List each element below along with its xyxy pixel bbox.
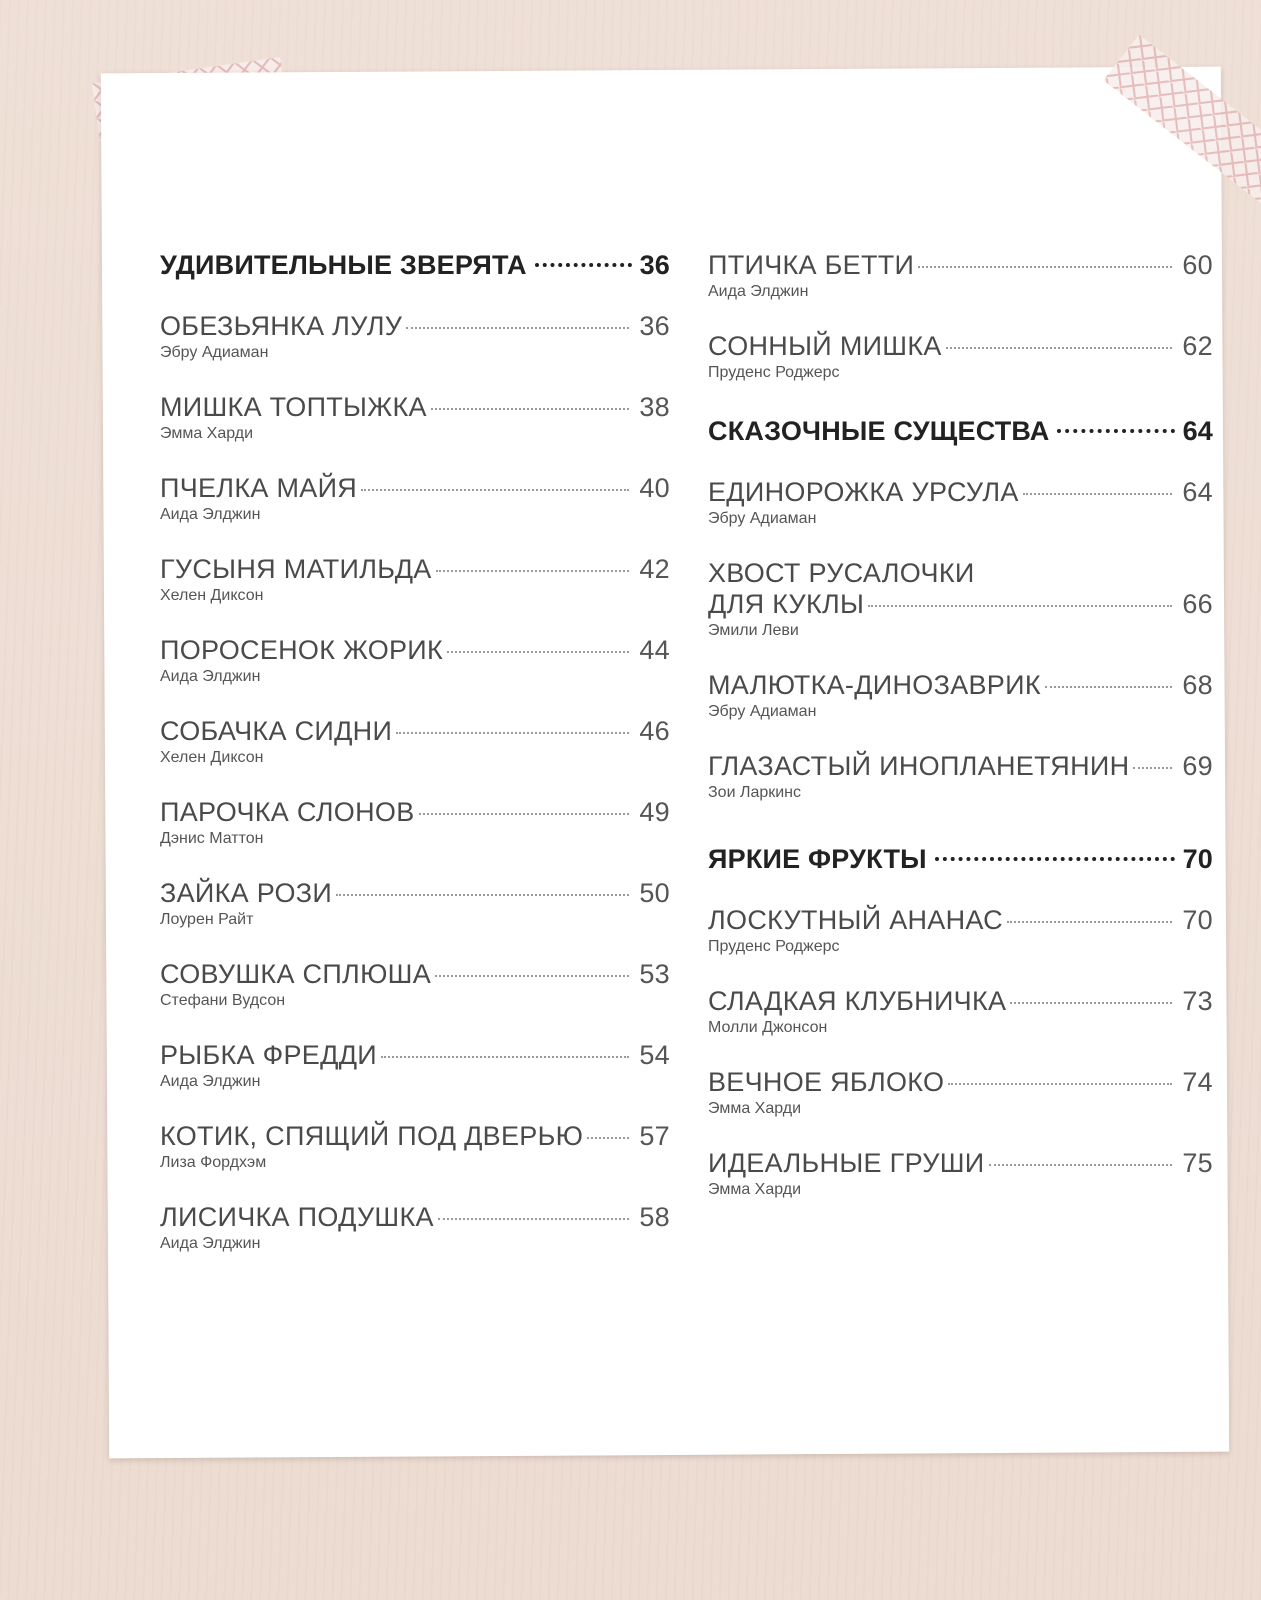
- entry-page-number: 58: [639, 1202, 670, 1232]
- entry-title: ГЛАЗАСТЫЙ ИНОПЛАНЕТЯНИН: [708, 751, 1130, 781]
- entry-title: ПОРОСЕНОК ЖОРИК: [160, 635, 444, 665]
- leader-dots: [336, 894, 629, 896]
- section-page-number: 64: [1182, 416, 1213, 446]
- entry-title: ПАРОЧКА СЛОНОВ: [160, 797, 415, 827]
- entry-page-number: 64: [1182, 477, 1213, 507]
- leader-dots: [1133, 767, 1172, 769]
- leader-dots: [1023, 493, 1173, 495]
- entry-title-line2: ДЛЯ КУКЛЫ: [708, 589, 865, 619]
- toc-entry[interactable]: [160, 635, 670, 686]
- contents-column-right: [708, 250, 1213, 1199]
- toc-entry[interactable]: [160, 1040, 670, 1091]
- section-page-number: 70: [1182, 844, 1213, 874]
- entry-author: Эбру Адиаман: [708, 703, 817, 720]
- entry-title: МАЛЮТКА-ДИНОЗАВРИК: [708, 670, 1041, 700]
- leader-dots: [406, 327, 629, 329]
- contents-column-left: [160, 250, 670, 1253]
- entry-title: СЛАДКАЯ КЛУБНИЧКА: [708, 986, 1007, 1016]
- section-page-number: 36: [639, 250, 670, 280]
- entry-title: КОТИК, СПЯЩИЙ ПОД ДВЕРЬЮ: [160, 1121, 584, 1151]
- entry-title: ПЧЕЛКА МАЙЯ: [160, 473, 358, 503]
- entry-page-number: 40: [639, 473, 670, 503]
- entry-page-number: 73: [1182, 986, 1213, 1016]
- entry-page-number: 62: [1182, 331, 1213, 361]
- entry-author: Пруденс Роджерс: [708, 364, 840, 381]
- entry-page-number: 74: [1182, 1067, 1213, 1097]
- leader-dots: [587, 1137, 629, 1139]
- leader-dots: [1057, 429, 1174, 433]
- leader-dots: [946, 347, 1173, 349]
- entry-title: ИДЕАЛЬНЫЕ ГРУШИ: [708, 1148, 985, 1178]
- entry-author: Хелен Диксон: [160, 587, 264, 604]
- toc-entry[interactable]: [708, 670, 1213, 721]
- entry-page-number: 44: [639, 635, 670, 665]
- leader-dots: [1007, 921, 1172, 923]
- leader-dots: [431, 408, 630, 410]
- leader-dots: [989, 1164, 1173, 1166]
- entry-title-line1: ХВОСТ РУСАЛОЧКИ: [708, 558, 975, 588]
- section-heading[interactable]: [160, 250, 670, 281]
- toc-entry[interactable]: [160, 311, 670, 362]
- leader-dots: [948, 1083, 1172, 1085]
- toc-entry[interactable]: [160, 1202, 670, 1253]
- entry-page-number: 75: [1182, 1148, 1213, 1178]
- toc-entry[interactable]: [708, 331, 1213, 382]
- entry-author: Аида Элджин: [160, 668, 261, 685]
- toc-entry[interactable]: [160, 797, 670, 848]
- leader-dots: [396, 732, 629, 734]
- toc-entry[interactable]: [160, 959, 670, 1010]
- entry-author: Эбру Адиаман: [708, 510, 817, 527]
- leader-dots: [436, 570, 630, 572]
- entry-title: СОВУШКА СПЛЮША: [160, 959, 432, 989]
- leader-dots: [918, 266, 1172, 268]
- toc-entry[interactable]: [708, 558, 1213, 640]
- toc-entry[interactable]: [708, 905, 1213, 956]
- toc-entry[interactable]: [160, 1121, 670, 1172]
- entry-title: ОБЕЗЬЯНКА ЛУЛУ: [160, 311, 403, 341]
- entry-title: ПТИЧКА БЕТТИ: [708, 250, 915, 280]
- toc-entry[interactable]: [160, 716, 670, 767]
- section-heading[interactable]: [708, 844, 1213, 875]
- entry-page-number: 50: [639, 878, 670, 908]
- leader-dots: [1010, 1002, 1172, 1004]
- entry-title: ЛОСКУТНЫЙ АНАНАС: [708, 905, 1003, 935]
- entry-title: ЕДИНОРОЖКА УРСУЛА: [708, 477, 1019, 507]
- entry-page-number: 42: [639, 554, 670, 584]
- entry-title: СОБАЧКА СИДНИ: [160, 716, 393, 746]
- entry-title: ЗАЙКА РОЗИ: [160, 878, 333, 908]
- entry-author: Эмма Харди: [160, 425, 254, 442]
- section-title: СКАЗОЧНЫЕ СУЩЕСТВА: [708, 416, 1050, 446]
- entry-title: ГУСЫНЯ МАТИЛЬДА: [160, 554, 432, 584]
- entry-author: Молли Джонсон: [708, 1019, 828, 1036]
- entry-title: РЫБКА ФРЕДДИ: [160, 1040, 377, 1070]
- leader-dots: [447, 651, 629, 653]
- entry-title: МИШКА ТОПТЫЖКА: [160, 392, 427, 422]
- toc-entry[interactable]: [160, 392, 670, 443]
- entry-author: Эбру Адиаман: [160, 344, 269, 361]
- entry-author: Эмили Леви: [708, 622, 799, 639]
- entry-page-number: 49: [639, 797, 670, 827]
- toc-entry[interactable]: [708, 250, 1213, 301]
- toc-entry[interactable]: [160, 554, 670, 605]
- toc-entry[interactable]: [708, 986, 1213, 1037]
- entry-author: Аида Элджин: [160, 1235, 261, 1252]
- entry-page-number: 70: [1182, 905, 1213, 935]
- entry-page-number: 36: [639, 311, 670, 341]
- leader-dots: [935, 857, 1175, 861]
- entry-page-number: 66: [1182, 589, 1213, 619]
- entry-author: Хелен Диксон: [160, 749, 264, 766]
- entry-title: ВЕЧНОЕ ЯБЛОКО: [708, 1067, 945, 1097]
- leader-dots: [1045, 686, 1173, 688]
- section-title: ЯРКИЕ ФРУКТЫ: [708, 844, 927, 874]
- leader-dots: [381, 1056, 629, 1058]
- entry-title: СОННЫЙ МИШКА: [708, 331, 942, 361]
- toc-entry[interactable]: [160, 878, 670, 929]
- entry-page-number: 53: [639, 959, 670, 989]
- toc-entry[interactable]: [708, 1148, 1213, 1199]
- entry-page-number: 46: [639, 716, 670, 746]
- entry-author: Аида Элджин: [160, 506, 261, 523]
- entry-author: Пруденс Роджерс: [708, 938, 840, 955]
- entry-title: ЛИСИЧКА ПОДУШКА: [160, 1202, 434, 1232]
- entry-author: Стефани Вудсон: [160, 992, 286, 1009]
- section-heading[interactable]: [708, 416, 1213, 447]
- entry-page-number: 60: [1182, 250, 1213, 280]
- toc-entry[interactable]: [708, 477, 1213, 528]
- entry-author: Аида Элджин: [160, 1073, 261, 1090]
- entry-author: Зои Ларкинс: [708, 784, 802, 801]
- toc-entry[interactable]: [160, 473, 670, 524]
- leader-dots: [419, 813, 630, 815]
- entry-page-number: 54: [639, 1040, 670, 1070]
- section-title: УДИВИТЕЛЬНЫЕ ЗВЕРЯТА: [160, 250, 527, 280]
- entry-page-number: 38: [639, 392, 670, 422]
- leader-dots: [868, 605, 1172, 607]
- entry-author: Лоурен Райт: [160, 911, 254, 928]
- entry-author: Эмма Харди: [708, 1100, 802, 1117]
- entry-page-number: 69: [1182, 751, 1213, 781]
- entry-page-number: 57: [639, 1121, 670, 1151]
- entry-author: Эмма Харди: [708, 1181, 802, 1198]
- leader-dots: [361, 489, 629, 491]
- entry-page-number: 68: [1182, 670, 1213, 700]
- leader-dots: [438, 1218, 630, 1220]
- toc-entry[interactable]: [708, 1067, 1213, 1118]
- toc-entry[interactable]: [708, 751, 1213, 802]
- leader-dots: [535, 263, 632, 267]
- entry-author: Лиза Фордхэм: [160, 1154, 267, 1171]
- entry-author: Дэнис Маттон: [160, 830, 264, 847]
- leader-dots: [435, 975, 629, 977]
- entry-author: Аида Элджин: [708, 283, 809, 300]
